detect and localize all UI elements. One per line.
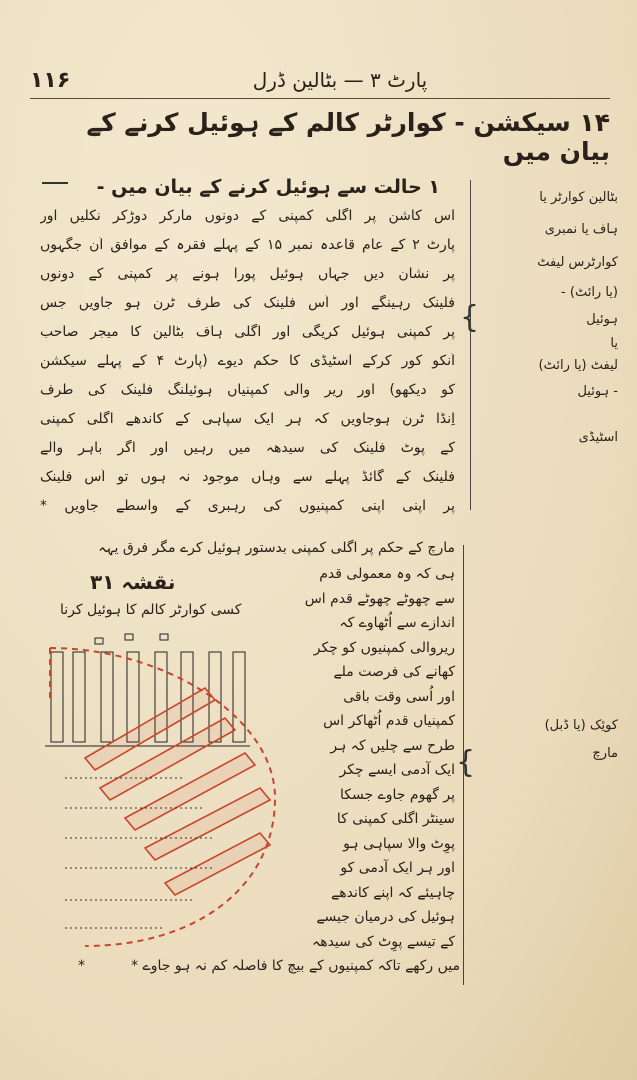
paragraph-2-last-line: میں رکھے تاکہ کمپنیوں کے بیچ کا فاصلہ کم نہ ہو جاوے *	[131, 958, 460, 974]
paragraph-1-line: اُنکو کور کرکے اسٹیڈی کا حکم دیوے (پارٹ ۴ کے پہلے سیکشن	[40, 353, 455, 369]
margin-note: ہاف یا نمبری	[544, 222, 618, 237]
paragraph-1-line: پر اپنی اپنی کمپنیوں کی رہبری کے واسطے جاویں *	[40, 498, 455, 514]
margin-note: اسٹیڈی	[578, 430, 618, 445]
subsection-heading: ۱ حالت سے ہوئیل کرنے کے بیان میں -	[96, 176, 440, 198]
paragraph-1-line: اس کاشن پر اگلی کمپنی کے دونوں مارکر دوڑکر نکلیں اور	[40, 208, 455, 224]
header-rule	[30, 98, 610, 99]
margin-note: لیفٹ (یا رائٹ)	[538, 358, 618, 373]
paragraph-1-line: کو دیکھو) اور ریرِ والی کمپنیاں ہوئیلنگ فلینک کی طرف	[40, 382, 455, 398]
margin-note: یا	[610, 336, 618, 351]
company-bar	[101, 652, 113, 742]
paragraph-2-line: ریروالی کمپنیوں کو چکر	[313, 639, 455, 656]
paragraph-1-line: پر کمپنی ہوئیل کریگی اور اگلی ہاف بٹالین کا میجر صاحب	[40, 324, 455, 340]
paragraph-1-line: کے پوِٹ فلینک کی سیدھہ میں رہیں اور اگر باہر والے	[40, 440, 455, 456]
rear-lines	[65, 778, 215, 928]
company-bar	[73, 652, 85, 742]
paragraph-1-line: اِنڈا ٹرن ہوجاویں کہ ہر ایک سپاہی کے کاندھے اگلی کمپنی	[40, 411, 455, 427]
margin-note: مارچ	[592, 746, 618, 761]
margin-note: (یا رائٹ) -	[561, 285, 618, 300]
paragraph-2-line: ہوئیل کی درمیان جیسے	[316, 909, 455, 925]
paragraph-2-line: کے تیسے پوِٹ کی سیدھہ	[311, 933, 455, 950]
paragraph-1-line: پر نشان دیں جہاں ہوئیل پورا ہونے پر کمپنی کے دونوں	[40, 266, 455, 282]
running-title: پارٹ ۳ — بٹالین ڈرل	[252, 68, 428, 92]
figure-caption: کسی کوارٹر کالم کا ہوئیل کرنا	[60, 602, 242, 618]
brace-2: {	[456, 745, 476, 780]
marker	[125, 634, 133, 640]
margin-divider-1	[470, 180, 471, 510]
margin-note: ہوئیل	[586, 312, 618, 327]
paragraph-2-line: اور اُسی وقت باقی	[343, 688, 455, 705]
paragraph-2-line: سینٹر اگلی کمپنی کا	[336, 811, 455, 827]
margin-note: - ہوئیل	[577, 384, 618, 399]
wheel-diagram	[45, 628, 295, 948]
subsection-rule	[42, 182, 68, 184]
paragraph-2-line: سے چھوٹے چھوٹے قدم اس	[304, 590, 455, 607]
figure-title: نقشہ ۳۱	[90, 570, 176, 594]
paragraph-2-line: ہی کہ وہ معمولی قدم	[319, 566, 455, 582]
paragraph-2-line: کمپنیاں قدم اُٹھاکر اس	[323, 713, 455, 729]
page-number: ۱۱۶	[30, 68, 71, 93]
paragraph-2-line: اندازے سے اُٹھاوے کہ	[339, 615, 455, 631]
paragraph-2-line: پر گھوم جاوے جسکا	[339, 786, 455, 803]
paragraph-2-line: اور ہر ایک آدمی کو	[340, 860, 455, 876]
marker	[95, 638, 103, 644]
brace-1: {	[460, 300, 480, 335]
paragraph-2-line: طرح سے چلیں کہ ہر	[330, 737, 455, 754]
margin-note: کوارٹرس لیفٹ	[537, 255, 618, 270]
wheeled-company	[85, 688, 215, 770]
marker	[160, 634, 168, 640]
paragraph-2-line: پوِٹ والا سپاہی ہو	[343, 835, 455, 852]
company-bar	[233, 652, 245, 742]
paragraph-2-first-line: مارچ کے حکم پر اگلی کمپنی بدستور ہوئیل کرے مگر فرق یہہ	[98, 540, 455, 556]
paragraph-2-line: ایک آدمی ایسے چکر	[339, 762, 455, 778]
paragraph-1-line: پارٹ ۲ کے عام قاعدہ نمبر ۱۵ کے پہلے فقرہ کے موافق اُن جگہوں	[40, 237, 455, 253]
paragraph-1-line: فلینک کے گائڈ پہلے سے وہاں موجود نہ ہوں تو اُس فلینک	[40, 469, 455, 485]
margin-note: بٹالین کوارٹر یا	[539, 190, 618, 205]
company-bar	[51, 652, 63, 742]
paragraph-2-line: کھانے کی فرصت ملے	[333, 664, 455, 680]
paragraph-1-line: فلینک رہینگے اور اُس فلینک کی طرف ٹرن ہو جاویں جس	[40, 295, 455, 311]
margin-note: کوئِک (یا ڈبل)	[544, 718, 618, 733]
paragraph-2-end-star: *	[78, 958, 85, 974]
section-heading: ۱۴ سیکشن - کوارٹر کالم کے ہوئیل کرنے کے بیان میں	[86, 108, 610, 166]
paragraph-2-line: چاہیئے کہ اپنے کاندھے	[331, 884, 455, 901]
